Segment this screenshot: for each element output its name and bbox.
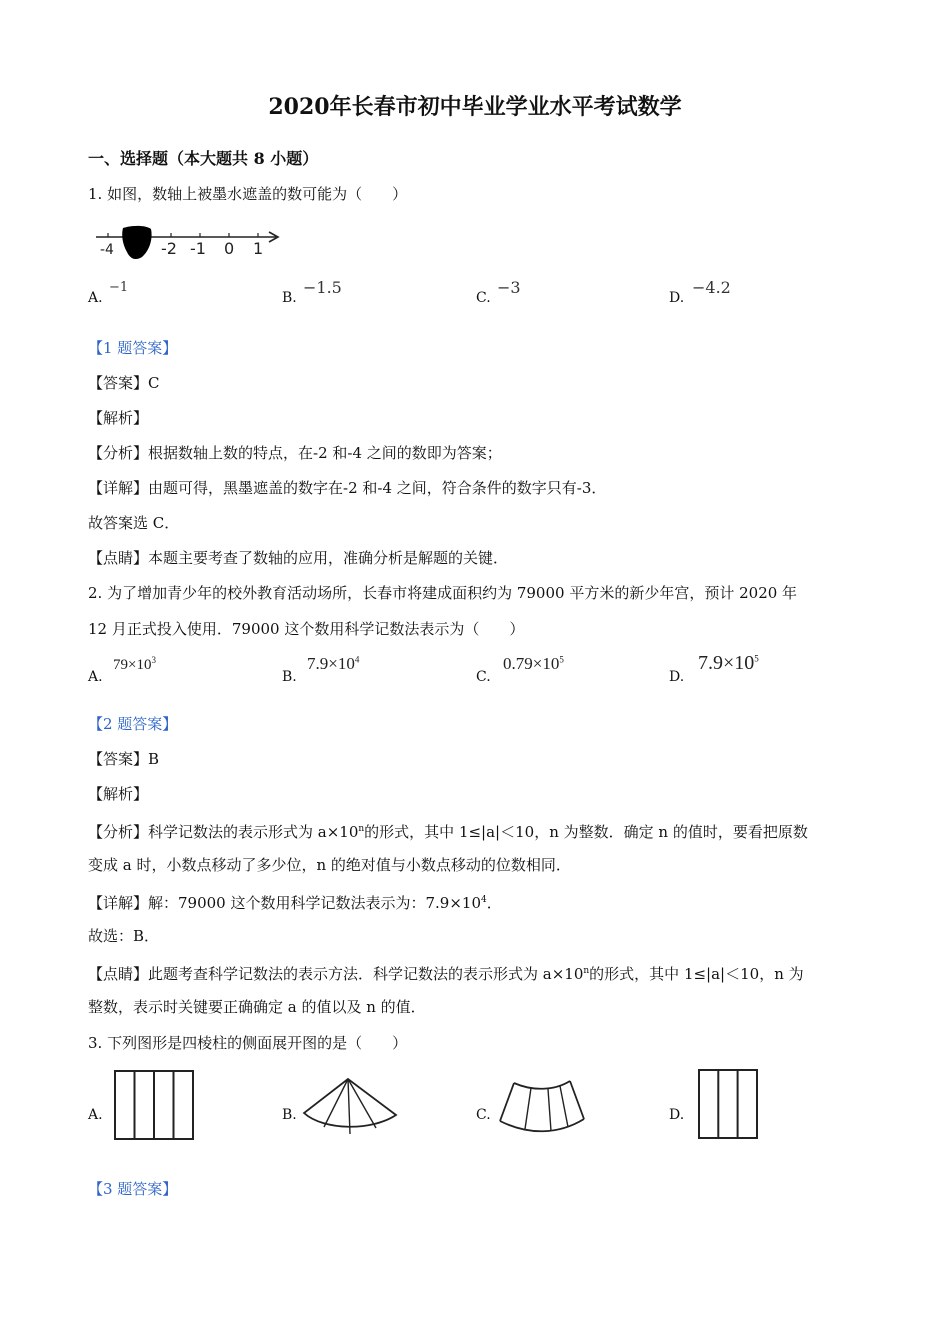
q1-option-b-value: −1.5 bbox=[303, 278, 342, 297]
q2-analysis-header: 【解析】 bbox=[88, 785, 149, 803]
q1-option-c-value: −3 bbox=[497, 278, 521, 297]
q1-analysis-header: 【解析】 bbox=[88, 409, 149, 427]
q2-option-c-value bbox=[503, 654, 564, 674]
axis-label: -4 bbox=[100, 242, 114, 258]
q2-dianjing-line2: 整数，表示时关键要正确确定 a 的值以及 n 的值． bbox=[88, 998, 426, 1016]
q2-stem-line1: 2. 为了增加青少年的校外教育活动场所，长春市将建成面积约为 79000 平方米的新少年宫，预计 2020 年 bbox=[88, 584, 798, 602]
q1-option-d-value: −4.2 bbox=[692, 278, 731, 297]
q1-fenxi: 【分析】根据数轴上数的特点，在-2 和-4 之间的数即为答案； bbox=[88, 444, 502, 462]
exponent: 3 bbox=[151, 655, 156, 665]
page-title: 2020年长春市初中毕业学业水平考试数学 bbox=[268, 94, 682, 120]
superscript: 4 bbox=[481, 895, 487, 905]
q1-option-a-label: A. bbox=[88, 290, 103, 306]
q3-figure-c bbox=[498, 1077, 586, 1137]
q2-answer-header: 【2 题答案】 bbox=[88, 715, 178, 733]
mantissa: 7.9×10 bbox=[307, 654, 355, 673]
axis-label: -2 bbox=[161, 239, 177, 258]
q3-option-b-label: B. bbox=[282, 1107, 297, 1123]
axis-label: -1 bbox=[190, 239, 206, 258]
q1-option-d-label: D. bbox=[669, 290, 685, 306]
q2-fenxi-line2: 变成 a 时，小数点移动了多少位，n 的绝对值与小数点移动的位数相同． bbox=[88, 856, 571, 874]
q1-conclusion: 故答案选 C． bbox=[88, 514, 180, 532]
q3-option-c-label: C. bbox=[476, 1107, 491, 1123]
text: 【详解】解：79000 这个数用科学记数法表示为：7.9×10 bbox=[88, 894, 481, 912]
q2-conclusion: 故选：B． bbox=[88, 927, 160, 945]
text: 【点睛】此题考查科学记数法的表示方法．科学记数法的表示形式为 a×10 bbox=[88, 965, 584, 983]
q3-figure-b bbox=[302, 1077, 398, 1143]
exponent: 5 bbox=[559, 654, 564, 665]
q2-xiangjie bbox=[88, 890, 502, 913]
exponent: 5 bbox=[754, 653, 759, 664]
number-line-figure bbox=[96, 224, 288, 264]
mantissa: 7.9×10 bbox=[698, 652, 755, 674]
superscript: n bbox=[358, 824, 365, 834]
mantissa: 0.79×10 bbox=[503, 654, 560, 673]
q3-stem: 3. 下列图形是四棱柱的侧面展开图的是（ ） bbox=[88, 1034, 408, 1052]
superscript: n bbox=[583, 966, 590, 976]
text: 【分析】科学记数法的表示形式为 a×10 bbox=[88, 823, 359, 841]
q1-option-b-label: B. bbox=[282, 290, 297, 306]
q2-option-a-label: A. bbox=[88, 669, 103, 685]
q2-option-b-label: B. bbox=[282, 669, 297, 685]
q1-option-a-value: −1 bbox=[109, 280, 129, 295]
text: 的形式，其中 1≤|a|＜10，n 为整数．确定 n 的值时，要看把原数 bbox=[364, 823, 808, 841]
q2-dianjing bbox=[88, 961, 804, 984]
q2-option-c-label: C. bbox=[476, 669, 491, 685]
q1-dianjing: 【点睛】本题主要考查了数轴的应用，准确分析是解题的关键． bbox=[88, 549, 509, 567]
q2-fenxi bbox=[88, 819, 808, 842]
q3-option-d-label: D. bbox=[669, 1107, 685, 1123]
text: 的形式，其中 1≤|a|＜10，n 为 bbox=[589, 965, 804, 983]
text: ． bbox=[486, 894, 502, 912]
q2-option-d-value bbox=[698, 652, 759, 675]
q3-answer-header: 【3 题答案】 bbox=[88, 1180, 178, 1198]
q1-stem: 1. 如图，数轴上被墨水遮盖的数可能为（ ） bbox=[88, 185, 408, 203]
q2-option-a-value bbox=[113, 655, 156, 674]
q2-stem-line2: 12 月正式投入使用．79000 这个数用科学记数法表示为（ ） bbox=[88, 620, 525, 638]
q1-xiangjie: 【详解】由题可得，黑墨遮盖的数字在-2 和-4 之间，符合条件的数字只有-3． bbox=[88, 479, 607, 497]
q3-figure-a bbox=[113, 1069, 195, 1141]
q1-option-c-label: C. bbox=[476, 290, 491, 306]
q2-option-b-value bbox=[307, 654, 359, 674]
exponent: 4 bbox=[354, 654, 360, 665]
q1-answer-header: 【1 题答案】 bbox=[88, 339, 178, 357]
section-heading: 一、选择题（本大题共 8 小题） bbox=[88, 149, 319, 168]
axis-label: 0 bbox=[224, 239, 235, 258]
axis-label: 1 bbox=[253, 239, 264, 258]
q3-figure-d bbox=[697, 1068, 759, 1140]
ink-blot bbox=[122, 226, 151, 259]
q2-option-d-label: D. bbox=[669, 669, 685, 685]
q3-option-a-label: A. bbox=[88, 1107, 103, 1123]
mantissa: 79×10 bbox=[113, 657, 152, 673]
q2-answer: 【答案】B bbox=[88, 750, 160, 768]
q1-answer: 【答案】C bbox=[88, 374, 160, 392]
